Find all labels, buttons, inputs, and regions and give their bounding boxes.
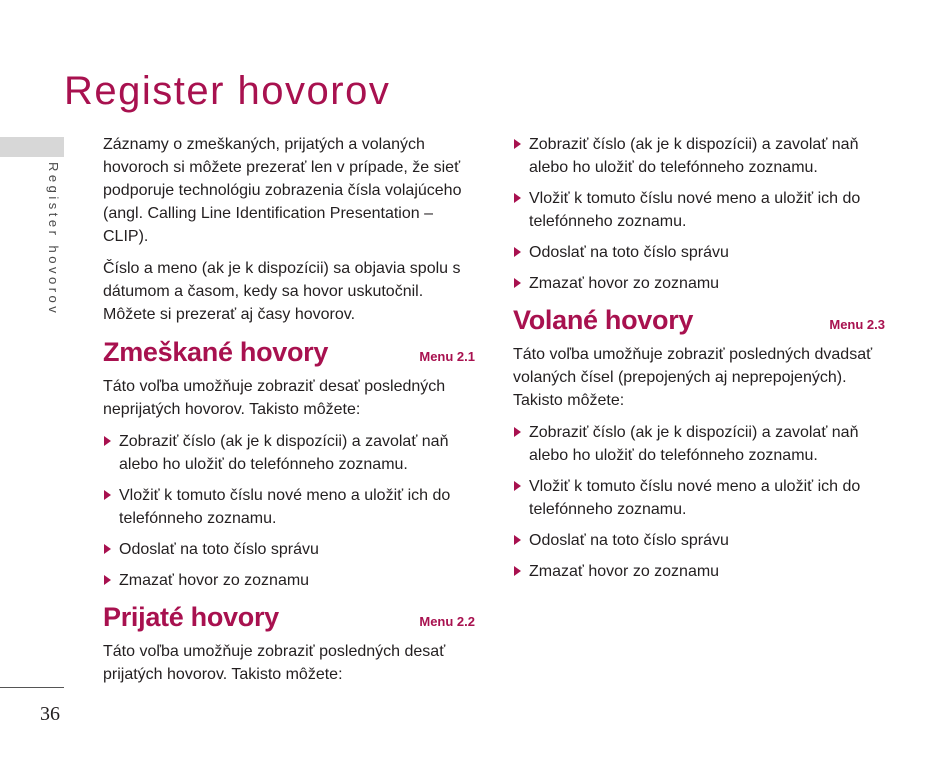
section-heading-dialed [513,303,885,337]
triangle-bullet-icon [514,278,521,288]
menu-reference: Menu 2.1 [419,349,475,364]
section-title: Zmeškané hovory [103,337,329,367]
section-description: Táto voľba umožňuje zobraziť desať posledných neprijatých hovorov. Takisto môžete: [103,378,446,418]
section-heading-missed [103,335,475,369]
triangle-bullet-icon [514,139,521,149]
left-column [103,133,475,695]
triangle-bullet-icon [514,535,521,545]
list-item [513,560,885,583]
side-tab-bar [0,137,64,157]
list-item [103,430,475,476]
list-item [513,421,885,467]
triangle-bullet-icon [104,575,111,585]
list-item [103,484,475,530]
intro-paragraph: Číslo a meno (ak je k dispozícii) sa objavia spolu s dátumom a časom, kedy sa hovor uskutočnil. Môžete si prezerať aj časy hovorov. [103,260,461,323]
list-item-text: Zobraziť číslo (ak je k dispozícii) a zavolať naň alebo ho uložiť do telefónneho zoznamu. [119,433,449,473]
list-item-text: Zmazať hovor zo zoznamu [529,275,720,292]
list-item-text: Zobraziť číslo (ak je k dispozícii) a zavolať naň alebo ho uložiť do telefónneho zoznamu. [529,424,859,464]
triangle-bullet-icon [514,193,521,203]
page-number: 36 [40,703,60,725]
triangle-bullet-icon [514,481,521,491]
list-item [513,272,885,295]
footer-rule [0,687,64,688]
list-item-text: Zmazať hovor zo zoznamu [119,572,310,589]
list-item [513,475,885,521]
list-item [513,187,885,233]
section-description: Táto voľba umožňuje zobraziť posledných desať prijatých hovorov. Takisto môžete: [103,643,446,683]
list-item [103,538,475,561]
side-chapter-label: Register hovorov [46,162,61,317]
option-list [103,430,475,592]
triangle-bullet-icon [104,436,111,446]
list-item [103,569,475,592]
list-item [513,241,885,264]
list-item-text: Vložiť k tomuto číslu nové meno a uložiť ich do telefónneho zoznamu. [529,478,861,518]
section-description: Táto voľba umožňuje zobraziť posledných dvadsať volaných čísel (prepojených aj neprepojených). Takisto môžete: [513,346,873,409]
list-item-text: Zmazať hovor zo zoznamu [529,563,720,580]
section-title: Prijaté hovory [103,602,279,632]
option-list [513,133,885,295]
option-list [513,421,885,583]
triangle-bullet-icon [514,566,521,576]
list-item-text: Vložiť k tomuto číslu nové meno a uložiť ich do telefónneho zoznamu. [529,190,861,230]
section-title: Volané hovory [513,305,694,335]
list-item [513,529,885,552]
triangle-bullet-icon [104,490,111,500]
list-item-text: Odoslať na toto číslo správu [529,532,729,549]
list-item-text: Odoslať na toto číslo správu [529,244,729,261]
section-heading-received [103,600,475,634]
triangle-bullet-icon [514,247,521,257]
list-item-text: Vložiť k tomuto číslu nové meno a uložiť ich do telefónneho zoznamu. [119,487,451,527]
list-item-text: Odoslať na toto číslo správu [119,541,319,558]
triangle-bullet-icon [104,544,111,554]
right-column [513,133,885,591]
list-item [513,133,885,179]
intro-paragraph: Záznamy o zmeškaných, prijatých a volaných hovoroch si môžete prezerať len v prípade, že sieť podporuje technológiu zobrazenia čísla volajúceho (angl. Calling Line Identification Presentation – CLIP). [103,136,462,245]
triangle-bullet-icon [514,427,521,437]
menu-reference: Menu 2.2 [419,614,475,629]
menu-reference: Menu 2.3 [829,317,885,332]
list-item-text: Zobraziť číslo (ak je k dispozícii) a zavolať naň alebo ho uložiť do telefónneho zoznamu. [529,136,859,176]
page-title: Register hovorov [64,68,391,113]
